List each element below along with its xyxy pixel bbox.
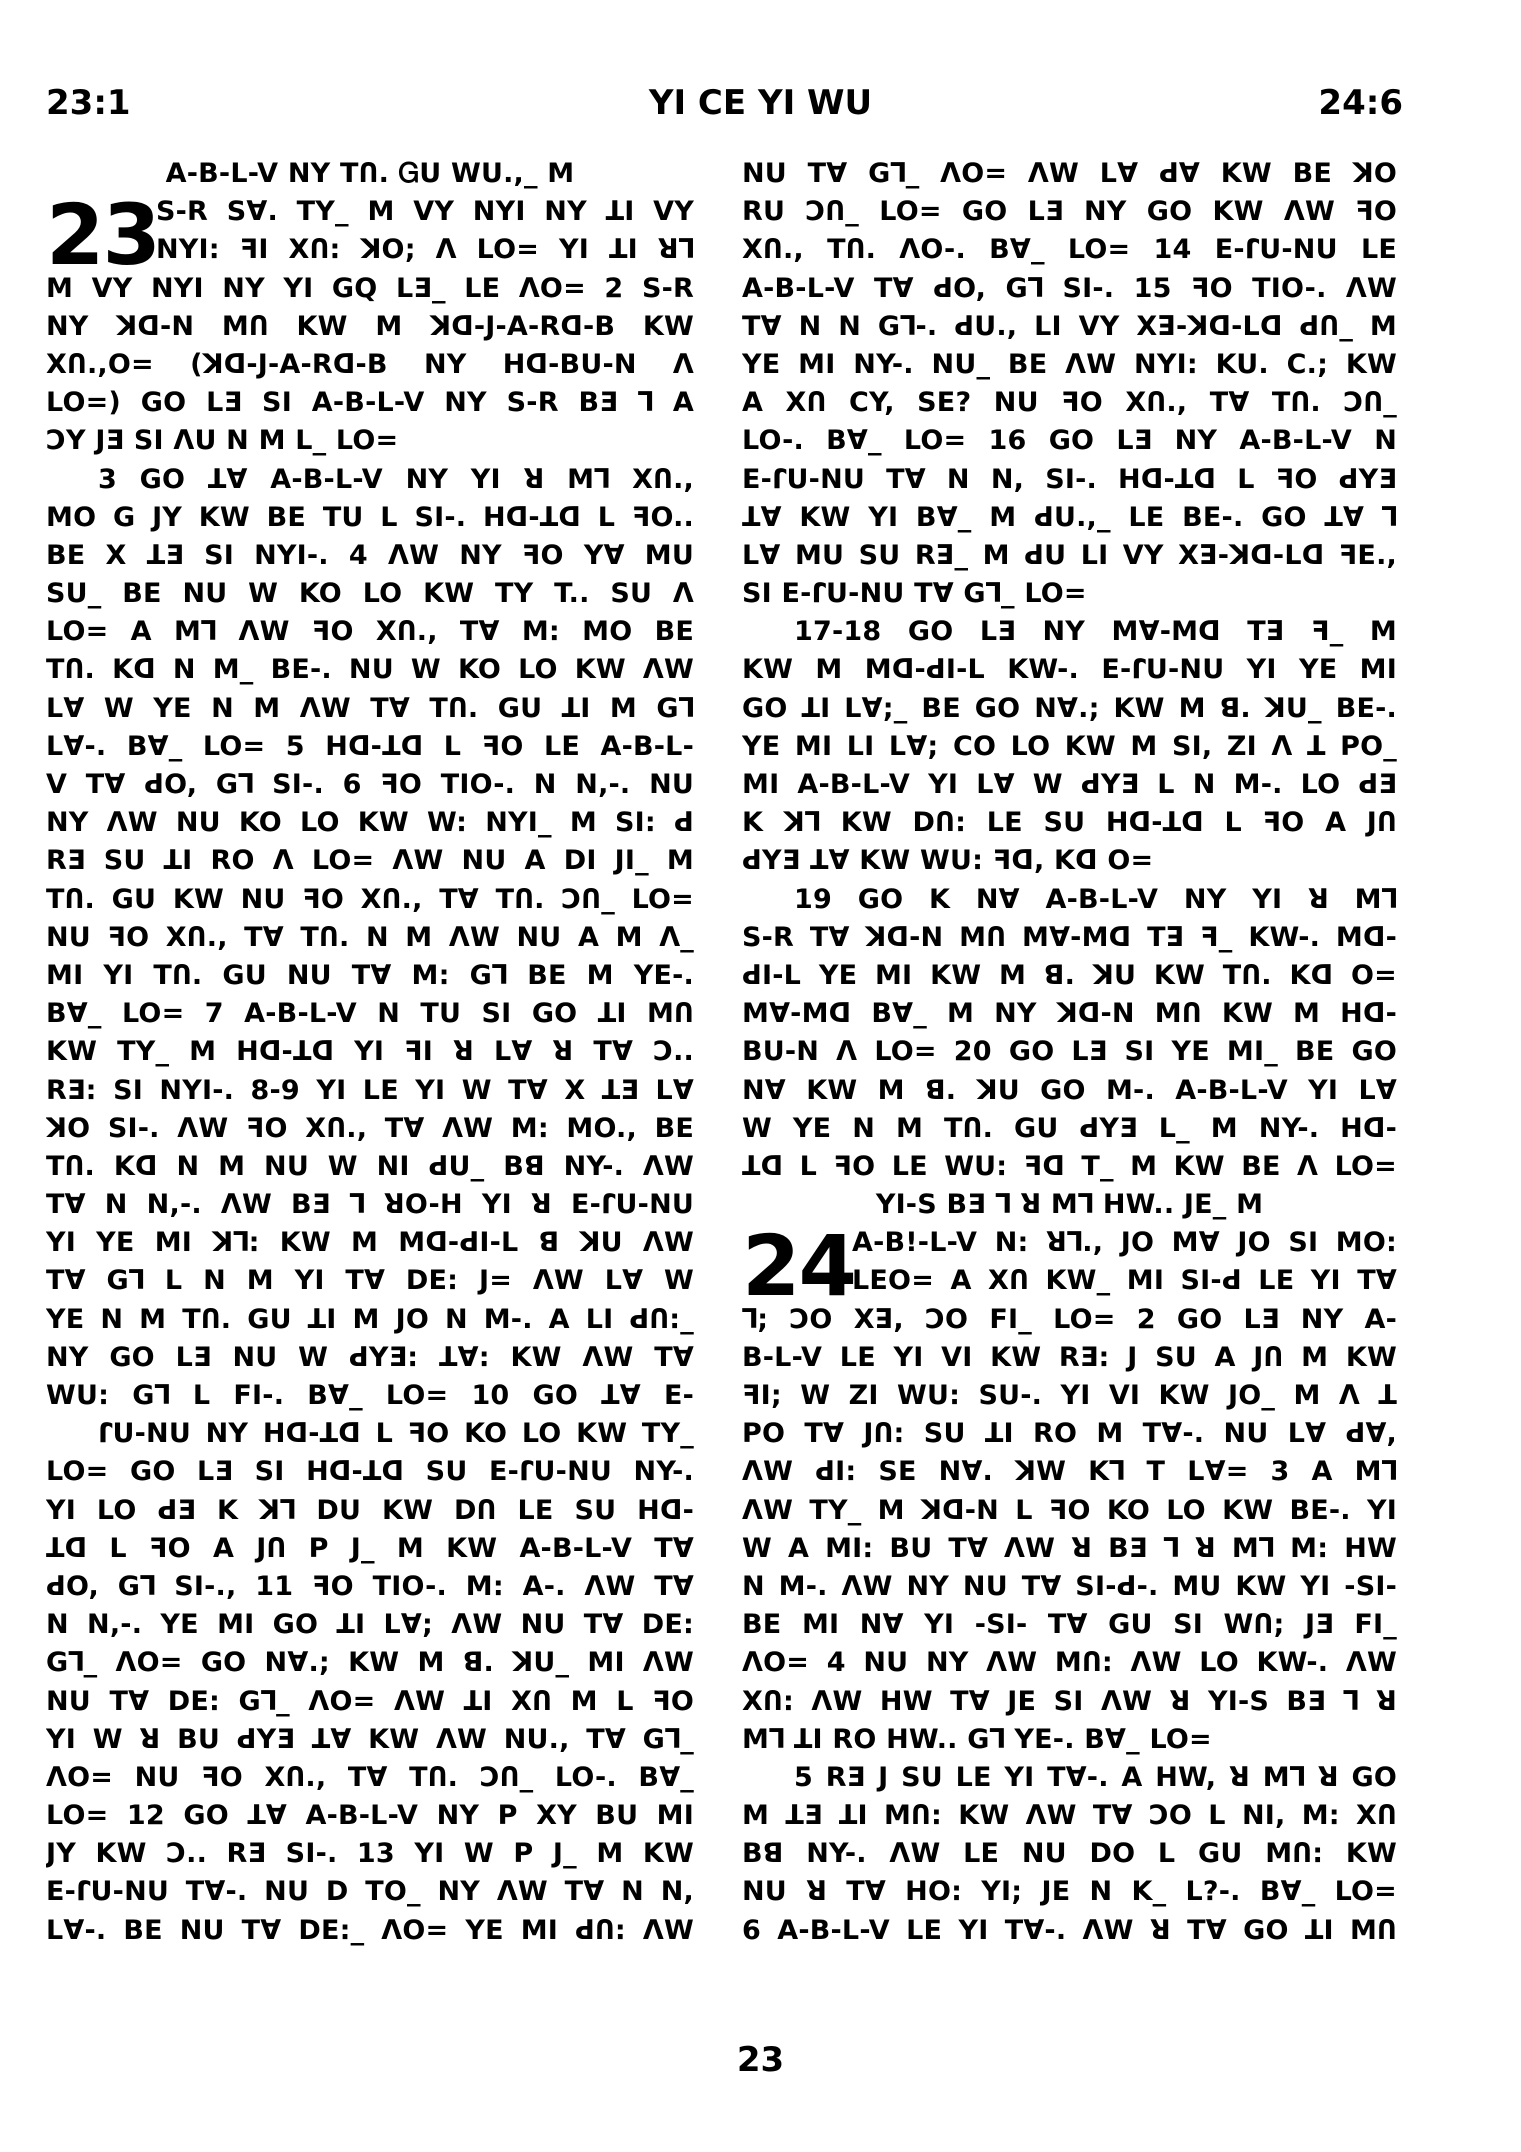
- text-line: ƆY JƎ SI ꓥU N M L_ LO=: [46, 425, 399, 457]
- text-line: Lꓯ-. BE NU Tꓯ DE:_ ꓥO= YE MI ꓒՈ: ꓥW: [46, 1914, 694, 1946]
- text-line: SU_ BE NU W KO LO KW TY T.. SU ꓥ: [46, 578, 694, 610]
- text-line: NU Tꓯ Gꓶ_ ꓥO= ꓥW Lꓯ ꓒꓯ KW BE ꓘO: [742, 158, 1397, 189]
- text-line: NY ꓘꓷ-N MՈ KW M ꓘꓷ-J-A-Rꓷ-B KW: [46, 310, 694, 342]
- text-line: MI YI TՈ. GU NU Tꓯ M: Gꓶ BE M YE-.: [46, 959, 694, 991]
- running-header-title: YI CE YI WU: [648, 83, 873, 123]
- text-line: ꓥO= NU ꟻO XՈ., Tꓯ TՈ. ƆՈ_ LO-. Bꓯ_: [46, 1761, 694, 1793]
- text-line: Bꓭ NY-. ꓥW LE NU DO L GU MՈ: KW: [742, 1838, 1397, 1870]
- text-line: LO-. Bꓯ_ LO= 16 GO LƎ NY A-B-L-V N: [742, 425, 1397, 457]
- text-line: W YE N M TՈ. GU ꓒYƎ L_ M NY-. Hꓷ-: [742, 1112, 1397, 1144]
- text-line: LO= GO LƎ SI Hꓷ-ꓕꓷ SU E-ꓩU-NU NY-.: [46, 1456, 694, 1488]
- left-column: [46, 155, 694, 1950]
- chapter-number: 24: [742, 1217, 855, 1316]
- text-line: NU ꟻO XՈ., Tꓯ TՈ. N M ꓥW NU A M ꓥ_: [46, 921, 694, 953]
- chapter-number: 23: [46, 186, 159, 284]
- text-line: NU ꓤ Tꓯ HO: YI; JE N K_ L?-. Bꓯ_ LO=: [742, 1876, 1397, 1908]
- text-line: Bꓯ_ LO= 7 A-B-L-V N TU SI GO ꓕI MՈ: [46, 998, 694, 1030]
- text-line: Tꓯ N N,-. ꓥW BƎ ꓶ ꓤO-H YI ꓤ E-ꓩU-NU: [46, 1189, 694, 1221]
- text-line: A-B-L-V Tꓯ ꓒO, Gꓶ SI-. 15 ꟻO TIO-. ꓥW: [742, 272, 1397, 304]
- text-line: Tꓯ N N Gꓶ-. ꓒU., LI VY Xꓱ-ꓘꓷ-Lꓷ ꓒՈ_ M: [742, 310, 1397, 342]
- text-line: YI W ꓤ BU ꓒYƎ ꓕꓯ KW ꓥW NU., Tꓯ Gꓶ_: [46, 1723, 694, 1755]
- text-line: V Tꓯ ꓒO, Gꓶ SI-. 6 ꟻO TIO-. N N,-. NU: [46, 769, 694, 800]
- text-line: MI A-B-L-V YI Lꓯ W ꓒYƎ L N M-. LO ꓒƎ: [742, 769, 1397, 800]
- text-line: ꓥW TY_ M ꓘꓷ-N L ꟻO KO LO KW BE-. YI: [742, 1494, 1397, 1526]
- text-line: M VY NYI NY YI GQ LƎ_ LE ꓥO= 2 S-R: [46, 272, 694, 304]
- text-line: Lꓯ W YE N M ꓥW Tꓯ TՈ. GU ꓕI M Gꓶ: [46, 692, 694, 724]
- text-line: E-ꓩU-NU Tꓯ-. NU D TO_ NY ꓥW Tꓯ N N,: [46, 1876, 694, 1908]
- text-line: LO=) GO LƎ SI A-B-L-V NY S-R BƎ ꓶ A: [46, 387, 694, 419]
- text-line: RƎ: SI NYI-. 8-9 YI LE YI W Tꓯ X ꓕƎ Lꓯ: [46, 1074, 694, 1106]
- text-line: MO G JY KW BE TU L SI-. Hꓷ-ꓕꓷ L ꟻO..: [46, 501, 694, 533]
- text-line: N N,-. YE MI GO ꓕI Lꓯ; ꓥW NU Tꓯ DE:: [46, 1609, 694, 1641]
- text-line: LO= A Mꓶ ꓥW ꟻO XՈ., Tꓯ M: MO BE: [46, 616, 694, 648]
- text-line: 3 GO ꓕꓯ A-B-L-V NY YI ꓤ Mꓶ XՈ.,: [98, 463, 694, 495]
- text-line: YE MI LI Lꓯ; CO LO KW M SI, ZI ꓥ ꓕ PO_: [742, 730, 1397, 762]
- text-line: A XՈ CY, SE? NU ꟻO XՈ., Tꓯ TՈ. ƆՈ_: [742, 387, 1397, 419]
- text-line: ꓘO SI-. ꓥW ꟻO XՈ., Tꓯ ꓥW M: MO., BE: [46, 1112, 694, 1144]
- text-line: ꓥW ꓒI: SE Nꓯ. ꓘW Kꓶ T Lꓯ= 3 A Mꓶ: [742, 1456, 1397, 1488]
- text-line: JY KW Ɔ.. RƎ SI-. 13 YI W P J_ M KW: [46, 1838, 694, 1870]
- text-line: BE X ꓕƎ SI NYI-. 4 ꓥW NY ꟻO Yꓯ MU: [46, 539, 694, 571]
- text-line: NY ꓥW NU KO LO KW W: NYI_ M SI: ꓒ: [46, 807, 694, 839]
- text-line: BU-N ꓥ LO= 20 GO LƎ SI YE MI_ BE GO: [742, 1036, 1397, 1068]
- text-line: Nꓯ KW M ꓭ. ꓘU GO M-. A-B-L-V YI Lꓯ: [742, 1074, 1397, 1106]
- text-line: Lꓯ-. Bꓯ_ LO= 5 Hꓷ-ꓕꓷ L ꟻO LE A-B-L-: [46, 730, 694, 762]
- text-line: NY GO LƎ NU W ꓒYƎ: ꓕꓯ: KW ꓥW Tꓯ: [46, 1341, 694, 1373]
- text-line: ꓥO= 4 NU NY ꓥW MՈ: ꓥW LO KW-. ꓥW: [742, 1647, 1397, 1679]
- text-line: KW M Mꓷ-ꓒI-L KW-. E-ꓩU-NU YI YE MI: [742, 654, 1397, 686]
- text-line: Gꓶ_ ꓥO= GO Nꓯ.; KW M ꓭ. ꓘU_ MI ꓥW: [46, 1647, 694, 1679]
- text-line: WU: Gꓶ L FI-. Bꓯ_ LO= 10 GO ꓕꓯ E-: [46, 1380, 694, 1411]
- text-line: PO Tꓯ JՈ: SU ꓕI RO M Tꓯ-. NU Lꓯ ꓒꓯ,: [742, 1418, 1397, 1450]
- text-line: ꓩU-NU NY Hꓷ-ꓕꓷ L ꟻO KO LO KW TY_: [98, 1418, 694, 1450]
- text-line: YI YE MI ꓘꓶ: KW M Mꓷ-ꓒI-L ꓭ ꓘU ꓥW: [46, 1227, 694, 1259]
- text-line: M ꓕƎ ꓕI MՈ: KW ꓥW Tꓯ ƆO L NI, M: XՈ: [742, 1800, 1397, 1832]
- text-line: ꓒYƎ ꓕꓯ KW WU: ꟻꓷ, Kꓷ O=: [742, 845, 1154, 877]
- text-line: LO= 12 GO ꓕꓯ A-B-L-V NY P XY BU MI: [46, 1800, 694, 1832]
- text-line: S-R Tꓯ ꓘꓷ-N MՈ Mꓯ-Mꓷ Tꓱ ꟻ_ KW-. Mꓷ-: [742, 921, 1397, 953]
- page-number: 23: [736, 2040, 785, 2080]
- text-line: Mꓶ ꓕI RO HW.. Gꓶ YE-. Bꓯ_ LO=: [742, 1723, 1212, 1755]
- text-line: Mꓯ-Mꓷ Bꓯ_ M NY ꓘꓷ-N MՈ KW M Hꓷ-: [742, 998, 1397, 1030]
- drop-line: NYI: ꟻI XՈ: ꓘO; ꓥ LO= YI ꓕI ꓤꓶ: [156, 234, 694, 266]
- text-line: 6 A-B-L-V LE YI Tꓯ-. ꓥW ꓤ Tꓯ GO ꓕI MՈ: [742, 1914, 1397, 1946]
- text-line: YE N M TՈ. GU ꓕI M JO N M-. A LI ꓒՈ:_: [46, 1303, 694, 1335]
- text-line: XՈ: ꓥW HW Tꓯ JE SI ꓥW ꓤ YI-S BƎ ꓶ ꓤ: [742, 1685, 1397, 1717]
- text-line: ꓶ; ƆO Xꓱ, ƆO FI_ LO= 2 GO LƎ NY A-: [742, 1303, 1397, 1335]
- section-heading: A-B-L-V NY TՈ. ᏀU WU.,_ M: [165, 158, 575, 189]
- text-line: ꟻI; W ZI WU: SU-. YI VI KW JO_ M ꓥ ꓕ: [742, 1380, 1397, 1411]
- text-line: ꓕꓯ KW YI Bꓯ_ M ꓒU.,_ LE BE-. GO ꓕꓯ ꓶ: [742, 501, 1397, 533]
- verse-start-line: 19 GO K Nꓯ A-B-L-V NY YI ꓤ Mꓶ: [794, 883, 1397, 915]
- text-line: GO ꓕI Lꓯ;_ BE GO Nꓯ.; KW M ꓭ. ꓘU_ BE-.: [742, 692, 1397, 724]
- text-line: B-L-V LE YI VI KW RƎ: J SU A JՈ M KW: [742, 1341, 1397, 1373]
- text-line: KW TY_ M Hꓷ-ꓕꓷ YI ꟻI ꓤ Lꓯ ꓤ Tꓯ Ɔ..: [46, 1036, 694, 1068]
- text-line: Lꓯ MU SU Rꓱ_ M ꓒU LI VY Xꓱ-ꓘꓷ-Lꓷ ꟻE.,: [742, 539, 1397, 571]
- text-line: W A MI: BU Tꓯ ꓥW ꓤ BƎ ꓶ ꓤ Mꓶ M: HW: [742, 1532, 1397, 1564]
- text-line: ꓒO, Gꓶ SI-., 11 ꟻO TIO-. M: A-. ꓥW Tꓯ: [46, 1570, 694, 1602]
- running-header-left: 23:1: [46, 83, 131, 123]
- text-line: ꓒI-L YE MI KW M ꓭ. ꓘU KW TՈ. Kꓷ O=: [742, 959, 1397, 991]
- right-column: [742, 155, 1397, 1950]
- text-line: XՈ., TՈ. ꓥO-. Bꓯ_ LO= 14 E-ꓩU-NU LE: [742, 234, 1397, 266]
- text-line: RƎ SU ꓕI RO ꓥ LO= ꓥW NU A DI JI_ M: [46, 845, 694, 877]
- text-line: XՈ.,O= (ꓘꓷ-J-A-Rꓷ-B NY Hꓷ-BU-N ꓥ: [46, 348, 694, 380]
- text-line: N M-. ꓥW NY NU Tꓯ SI-ꓒ-. MU KW YI -SI-: [742, 1570, 1397, 1602]
- text-line: SI E-ꓩU-NU Tꓯ Gꓶ_ LO=: [742, 578, 1087, 610]
- drop-line: LEO= A XՈ KW_ MI SI-ꓒ LE YI Tꓯ: [852, 1265, 1397, 1297]
- text-line: YI LO ꓒƎ K ꓘꓶ DU KW DՈ LE SU Hꓷ-: [46, 1494, 694, 1526]
- text-line: ꓕꓷ L ꟻO LE WU: ꟻꓷ T_ M KW BE ꓥ LO=: [742, 1150, 1397, 1182]
- text-line: RU ƆՈ_ LO= GO LƎ NY GO KW ꓥW ꟻO: [742, 196, 1397, 228]
- text-line: ꓕꓷ L ꟻO A JՈ P J_ M KW A-B-L-V Tꓯ: [46, 1532, 694, 1564]
- chapter-24-start: [742, 1217, 1397, 1316]
- text-line: NU Tꓯ DE: Gꓶ_ ꓥO= ꓥW ꓕI XՈ M L ꟻO: [46, 1685, 694, 1717]
- section-heading: YI-S BƎ ꓶ ꓤ Mꓶ HW.. JE_ M: [875, 1189, 1264, 1221]
- verse-start-line: 5 RƎ J SU LE YI Tꓯ-. A HW, ꓤ Mꓶ ꓤ GO: [794, 1761, 1397, 1793]
- text-line: YE MI NY-. NU_ BE ꓥW NYI: KU. C.; KW: [742, 348, 1397, 380]
- text-line: TՈ. Kꓷ N M NU W NI ꓒU_ Bꓭ NY-. ꓥW: [46, 1150, 694, 1182]
- drop-line: A-B!-L-V N: ꓤꓶ., JO Mꓯ JO SI MO:: [852, 1227, 1397, 1259]
- text-line: Tꓯ Gꓶ L N M YI Tꓯ DE: J= ꓥW Lꓯ W: [46, 1265, 694, 1297]
- text-line: BE MI Nꓯ YI -SI- Tꓯ GU SI WՈ; JƎ FI_: [742, 1609, 1397, 1641]
- text-line: K ꓘꓶ KW DՈ: LE SU Hꓷ-ꓕꓷ L ꟻO A JՈ: [742, 807, 1397, 839]
- drop-line: S-R Sꓯ. TY_ M VY NYI NY ꓕI VY: [156, 196, 694, 228]
- verse-start-line: 17-18 GO LƎ NY Mꓯ-Mꓷ Tꓱ ꟻ_ M: [794, 616, 1397, 648]
- text-line: E-ꓩU-NU Tꓯ N N, SI-. Hꓷ-ꓕꓷ L ꟻO ꓒYƎ: [742, 463, 1397, 495]
- running-header-right: 24:6: [1318, 83, 1403, 123]
- text-line: TՈ. GU KW NU ꟻO XՈ., Tꓯ TՈ. ƆՈ_ LO=: [46, 883, 694, 915]
- text-line: TՈ. Kꓷ N M_ BE-. NU W KO LO KW ꓥW: [46, 654, 694, 686]
